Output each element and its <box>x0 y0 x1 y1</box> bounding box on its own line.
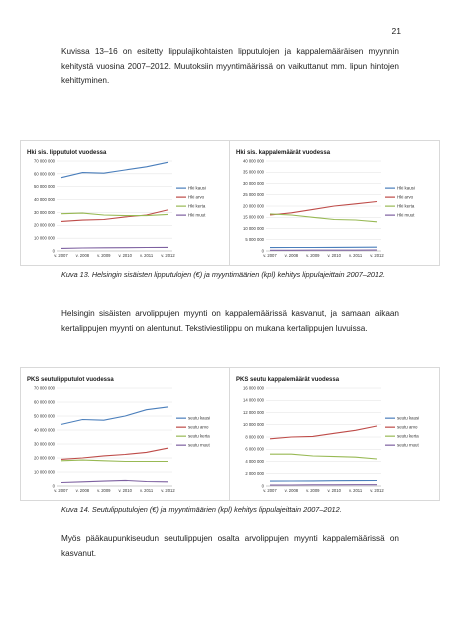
y-tick-label: 20 000 000 <box>34 222 55 228</box>
legend-label-hki-arvo: Hki arvo <box>188 194 205 200</box>
chart-pks-kappalemaarat <box>229 367 440 501</box>
y-tick-label: 10 000 000 <box>34 235 55 241</box>
legend-label-seutu-muut: seutu muut <box>397 442 419 448</box>
x-tick-label: v. 2009 <box>97 488 111 493</box>
x-tick-label: v. 2011 <box>349 253 363 258</box>
paragraph-hki: Helsingin sisäisten arvolippujen myynti on kappalemäärissä kasvanut, ja samaan aikaan kertalippujen myynti on alentunut. Tekstiviestilippu on mukana kertalippujen luvuissa. <box>61 309 399 333</box>
legend-label-seutu-kausi: seutu kausi <box>188 415 211 421</box>
y-tick-label: 40 000 000 <box>34 196 55 202</box>
x-tick-label: v. 2009 <box>97 253 111 258</box>
y-tick-label: 25 000 000 <box>243 192 264 198</box>
legend-label-seutu-kausi: seutu kausi <box>397 415 420 421</box>
series-line-hki-kausi <box>61 162 168 177</box>
y-tick-label: 10 000 000 <box>243 422 264 428</box>
chart-hki-kappalemaarat <box>229 140 440 266</box>
x-tick-label: v. 2010 <box>118 253 132 258</box>
y-tick-label: 30 000 000 <box>34 441 55 447</box>
series-line-hki-arvo <box>270 202 377 216</box>
x-tick-label: v. 2010 <box>118 488 132 493</box>
series-line-seutu-kausi <box>61 407 168 425</box>
legend-label-seutu-kerta: seutu kerta <box>188 433 210 439</box>
x-tick-label: v. 2007 <box>263 253 277 258</box>
legend-label-hki-muut: Hki muut <box>188 212 206 218</box>
chart-title: PKS seutulipputulot vuodessa <box>27 377 114 383</box>
y-tick-label: 30 000 000 <box>243 180 264 186</box>
legend-label-hki-arvo: Hki arvo <box>397 194 414 200</box>
y-tick-label: 30 000 000 <box>34 209 55 215</box>
chart-svg-2 <box>21 368 230 500</box>
chart-svg-0 <box>21 141 230 265</box>
series-line-seutu-arvo <box>61 448 168 459</box>
y-tick-label: 16 000 000 <box>243 385 264 391</box>
chart-pks-lipputulot <box>20 367 231 501</box>
y-tick-label: 6 000 000 <box>245 446 264 452</box>
y-tick-label: 50 000 000 <box>34 413 55 419</box>
y-tick-label: 20 000 000 <box>34 455 55 461</box>
series-line-seutu-muut <box>61 480 168 482</box>
paragraph-pks: Myös pääkaupunkiseudun seutulippujen osalta arvolippujen myynti kappalemäärissä on kasvanut. <box>61 534 399 558</box>
y-tick-label: 0 <box>261 248 264 254</box>
x-tick-label: v. 2012 <box>370 488 384 493</box>
legend-label-seutu-muut: seutu muut <box>188 442 210 448</box>
y-tick-label: 10 000 000 <box>243 225 264 231</box>
x-tick-label: v. 2008 <box>284 253 299 258</box>
y-tick-label: 5 000 000 <box>245 237 264 243</box>
y-tick-label: 40 000 000 <box>243 158 264 164</box>
x-tick-label: v. 2010 <box>327 488 341 493</box>
y-tick-label: 70 000 000 <box>34 385 55 391</box>
legend-label-hki-kerta: Hki kerta <box>397 203 415 209</box>
y-tick-label: 0 <box>52 483 55 489</box>
y-tick-label: 0 <box>261 483 264 489</box>
x-tick-label: v. 2008 <box>75 488 90 493</box>
chart-hki-lipputulot <box>20 140 231 266</box>
x-tick-label: v. 2007 <box>54 253 68 258</box>
x-tick-label: v. 2010 <box>327 253 341 258</box>
y-tick-label: 50 000 000 <box>34 184 55 190</box>
y-tick-label: 2 000 000 <box>245 471 264 477</box>
chart-svg-1 <box>230 141 439 265</box>
series-line-seutu-kausi <box>270 481 377 482</box>
x-tick-label: v. 2012 <box>370 253 384 258</box>
x-tick-label: v. 2009 <box>306 253 320 258</box>
legend-label-seutu-kerta: seutu kerta <box>397 433 419 439</box>
y-tick-label: 60 000 000 <box>34 171 55 177</box>
legend-label-hki-kausi: Hki kausi <box>188 185 206 191</box>
x-tick-label: v. 2008 <box>75 253 90 258</box>
y-tick-label: 10 000 000 <box>34 469 55 475</box>
legend-label-seutu-arvo: seutu arvo <box>397 424 418 430</box>
x-tick-label: v. 2007 <box>54 488 68 493</box>
y-tick-label: 60 000 000 <box>34 399 55 405</box>
x-tick-label: v. 2011 <box>349 488 363 493</box>
x-tick-label: v. 2009 <box>306 488 320 493</box>
x-tick-label: v. 2011 <box>140 488 154 493</box>
y-tick-label: 15 000 000 <box>243 214 264 220</box>
legend-label-seutu-arvo: seutu arvo <box>188 424 209 430</box>
series-line-seutu-kerta <box>61 460 168 461</box>
series-line-hki-muut <box>61 247 168 248</box>
chart-title: Hki sis. kappalemäärät vuodessa <box>236 150 331 156</box>
legend-label-hki-kausi: Hki kausi <box>397 185 415 191</box>
caption-figure-13: Kuva 13. Helsingin sisäisten lipputulojen (€) ja myyntimäärien (kpl) kehitys lippulajeittain 2007–2012. <box>61 270 386 279</box>
y-tick-label: 40 000 000 <box>34 427 55 433</box>
y-tick-label: 35 000 000 <box>243 169 264 175</box>
x-tick-label: v. 2012 <box>161 253 175 258</box>
chart-svg-3 <box>230 368 439 500</box>
series-line-seutu-kerta <box>270 454 377 459</box>
legend-label-hki-kerta: Hki kerta <box>188 203 206 209</box>
x-tick-label: v. 2007 <box>263 488 277 493</box>
y-tick-label: 8 000 000 <box>245 434 264 440</box>
caption-figure-14: Kuva 14. Seutulipputulojen (€) ja myyntimäärien (kpl) kehitys lippulajeittain 2007–2012. <box>61 505 342 514</box>
page-number: 21 <box>391 26 401 36</box>
y-tick-label: 70 000 000 <box>34 158 55 164</box>
x-tick-label: v. 2011 <box>140 253 154 258</box>
y-tick-label: 14 000 000 <box>243 397 264 403</box>
x-tick-label: v. 2012 <box>161 488 175 493</box>
y-tick-label: 0 <box>52 248 55 254</box>
chart-title: PKS seutu kappalemäärät vuodessa <box>236 377 340 383</box>
y-tick-label: 12 000 000 <box>243 409 264 415</box>
series-line-hki-kerta <box>270 214 377 222</box>
y-tick-label: 4 000 000 <box>245 458 264 464</box>
chart-title: Hki sis. lipputulot vuodessa <box>27 150 107 156</box>
x-tick-label: v. 2008 <box>284 488 299 493</box>
paragraph-intro: Kuvissa 13–16 on esitetty lippulajikohtaisten lipputulojen ja kappalemääräisen myynnin kehitystä vuosina 2007–2012. Muutoksiin myyntimäärissä on vaikuttanut mm. lipun hintojen kehittyminen. <box>61 47 399 86</box>
y-tick-label: 20 000 000 <box>243 203 264 209</box>
legend-label-hki-muut: Hki muut <box>397 212 415 218</box>
